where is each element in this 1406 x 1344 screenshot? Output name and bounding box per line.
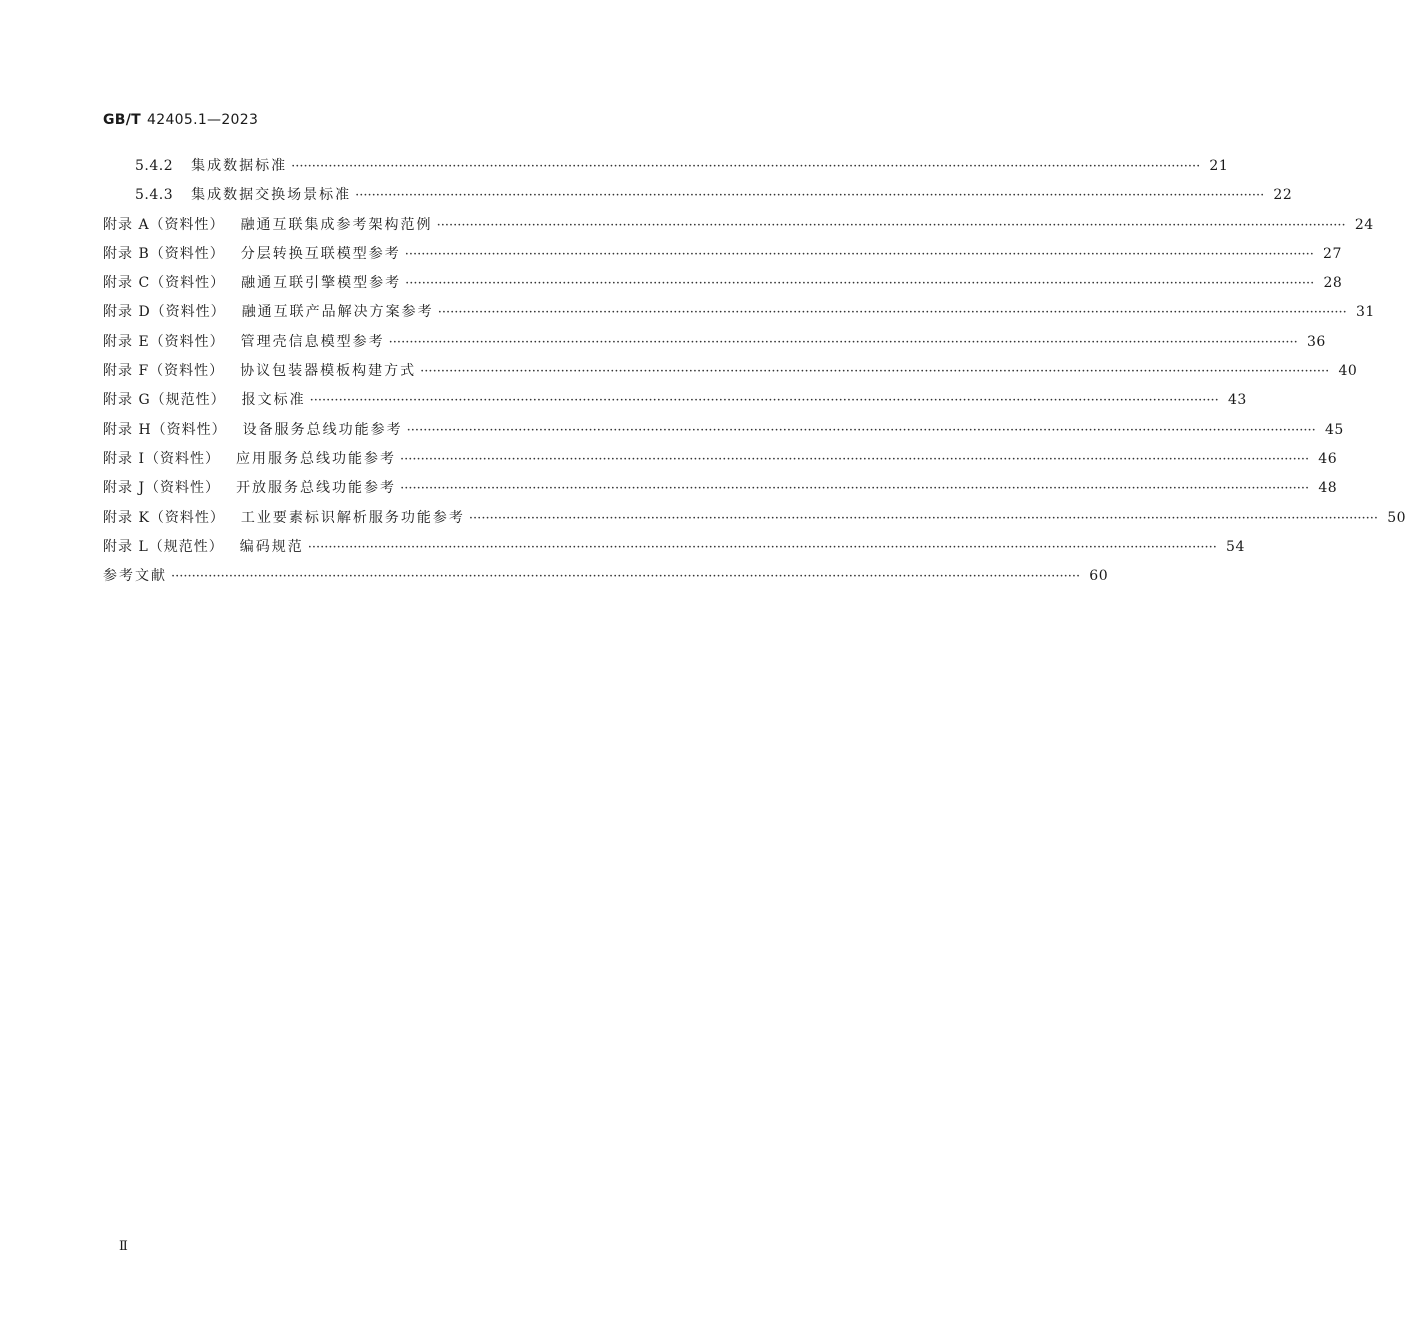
toc-entry-title: 开放服务总线功能参考 <box>236 480 397 497</box>
toc-entry[interactable] <box>103 533 1245 562</box>
toc-entry-title: 融通互联产品解决方案参考 <box>241 304 434 321</box>
toc-entry[interactable] <box>103 211 1374 240</box>
toc-dot-leader: ···························································································································································································································· <box>291 159 1201 174</box>
toc-entry-title: 分层转换互联模型参考 <box>240 245 401 262</box>
toc-entry[interactable] <box>103 474 1338 503</box>
toc-entry[interactable] <box>103 504 1406 533</box>
toc-entry-page-number: 43 <box>1227 392 1247 409</box>
toc-entry-appendix-label: 附录 L（规范性） <box>103 538 224 555</box>
toc-entry-appendix-label: 附录 E（资料性） <box>103 333 225 350</box>
toc-entry-appendix-label: 附录 A（资料性） <box>103 216 225 233</box>
toc-entry[interactable] <box>103 386 1247 415</box>
toc-entry-page-number: 48 <box>1318 480 1338 497</box>
toc-dot-leader: ···························································································································································································································· <box>405 276 1315 292</box>
toc-entry-title: 集成数据标准 <box>191 158 288 174</box>
toc-entry[interactable] <box>103 416 1344 445</box>
toc-entry-page-number: 27 <box>1323 245 1342 262</box>
toc-dot-leader: ···························································································································································································································· <box>400 481 1310 497</box>
toc-entry-number: 5.4.2 <box>135 158 174 174</box>
toc-dot-leader: ···························································································································································································································· <box>420 364 1330 380</box>
toc-entry-page-number: 46 <box>1318 450 1338 467</box>
toc-entry[interactable] <box>103 328 1326 357</box>
toc-entry[interactable] <box>103 298 1375 327</box>
toc-dot-leader: ···························································································································································································································· <box>468 510 1379 526</box>
toc-entry[interactable] <box>103 269 1343 298</box>
toc-entry-page-number: 22 <box>1273 187 1293 204</box>
toc-entry-appendix-label: 附录 K（资料性） <box>103 509 225 526</box>
toc-entry-title: 参考文献 <box>103 568 167 585</box>
toc-entry-appendix-label: 附录 I（资料性） <box>103 450 220 467</box>
toc-dot-leader: ···························································································································································································································· <box>309 393 1219 409</box>
toc-entry-page-number: 36 <box>1306 333 1326 350</box>
toc-entry-appendix-label: 附录 D（资料性） <box>103 304 226 321</box>
toc-entry[interactable] <box>103 562 1109 591</box>
toc-dot-leader: ···························································································································································································································· <box>307 539 1217 555</box>
toc-entry-title: 编码规范 <box>239 538 304 555</box>
standard-number: 42405.1—2023 <box>147 112 259 128</box>
toc-dot-leader: ···························································································································································································································· <box>355 188 1265 204</box>
toc-entry[interactable] <box>103 357 1358 386</box>
toc-dot-leader: ···························································································································································································································· <box>436 217 1346 233</box>
toc-dot-leader: ···························································································································································································································· <box>399 451 1310 467</box>
toc-dot-leader: ···························································································································································································································· <box>406 422 1316 438</box>
standard-code-header <box>103 112 258 128</box>
toc-dot-leader: ···························································································································································································································· <box>171 569 1081 585</box>
toc-entry-title: 融通互联引擎模型参考 <box>241 275 402 292</box>
toc-entry-title: 报文标准 <box>241 392 306 409</box>
toc-entry-page-number: 60 <box>1089 568 1109 585</box>
toc-entry-appendix-label: 附录 J（资料性） <box>103 480 221 497</box>
toc-entry-page-number: 54 <box>1226 538 1245 555</box>
toc-entry-page-number: 45 <box>1324 421 1344 438</box>
toc-entry[interactable] <box>103 240 1342 269</box>
table-of-contents <box>103 152 1406 591</box>
toc-entry[interactable] <box>103 445 1338 474</box>
toc-entry-page-number: 31 <box>1355 304 1375 321</box>
toc-entry-appendix-label: 附录 F（资料性） <box>103 363 225 380</box>
toc-entry-appendix-label: 附录 H（资料性） <box>103 421 227 438</box>
toc-entry[interactable] <box>103 152 1229 181</box>
toc-entry-page-number: 50 <box>1387 509 1406 526</box>
toc-dot-leader: ···························································································································································································································· <box>404 246 1314 262</box>
toc-entry-title: 集成数据交换场景标准 <box>191 187 352 204</box>
toc-entry-page-number: 28 <box>1323 275 1343 292</box>
toc-entry-title: 设备服务总线功能参考 <box>242 421 403 438</box>
toc-entry-title: 工业要素标识解析服务功能参考 <box>240 509 465 526</box>
standard-code: GB/T <box>103 112 142 128</box>
toc-entry-appendix-label: 附录 B（资料性） <box>103 245 225 262</box>
toc-entry-appendix-label: 附录 G（规范性） <box>103 392 226 409</box>
toc-entry-appendix-label: 附录 C（资料性） <box>103 275 226 292</box>
toc-entry[interactable] <box>103 181 1293 210</box>
toc-entry-page-number: 40 <box>1338 363 1358 380</box>
toc-entry-title: 管理壳信息模型参考 <box>240 333 385 350</box>
toc-entry-title: 融通互联集成参考架构范例 <box>240 216 433 233</box>
toc-entry-page-number: 24 <box>1354 216 1374 233</box>
toc-entry-title: 应用服务总线功能参考 <box>235 450 396 467</box>
toc-entry-page-number: 21 <box>1209 158 1229 174</box>
page-number: Ⅱ <box>119 1239 128 1254</box>
toc-entry-number: 5.4.3 <box>135 187 174 204</box>
toc-dot-leader: ···························································································································································································································· <box>437 305 1347 321</box>
toc-entry-title: 协议包装器模板构建方式 <box>240 363 417 380</box>
toc-dot-leader: ···························································································································································································································· <box>388 334 1298 350</box>
